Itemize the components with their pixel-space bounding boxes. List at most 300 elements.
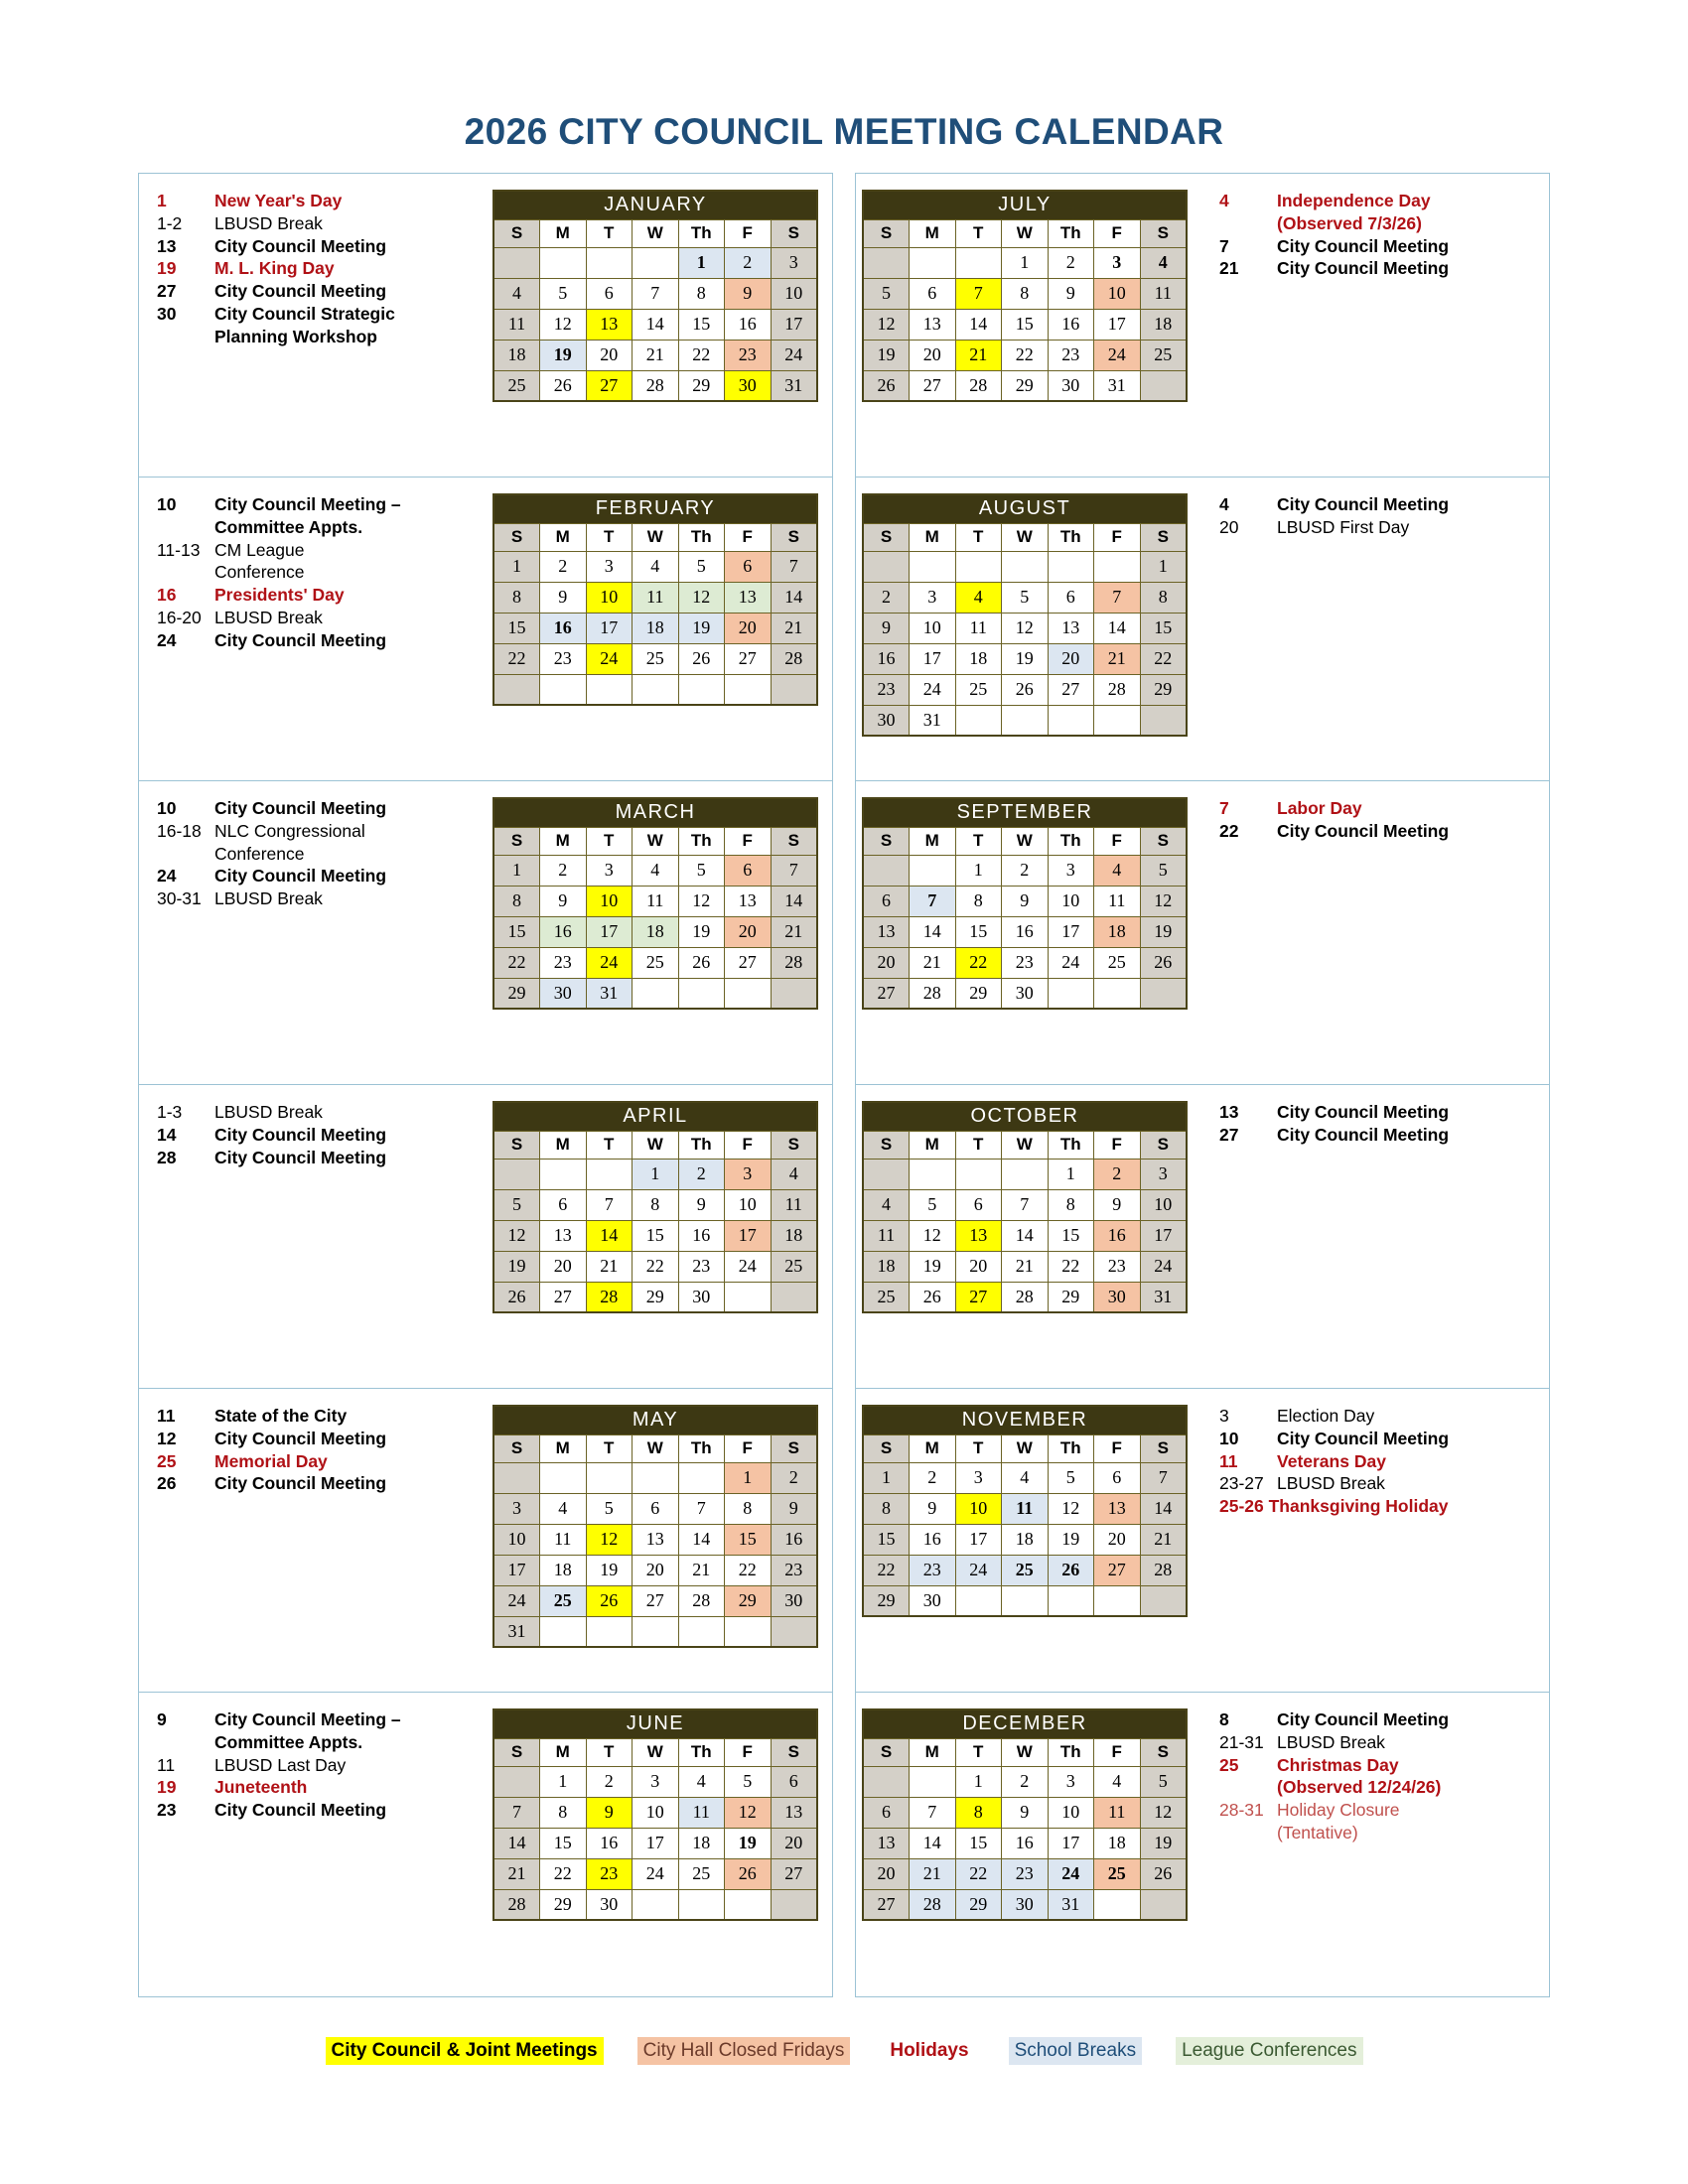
calendar-day[interactable]: 7 [1002, 1189, 1049, 1220]
calendar-day[interactable]: 24 [586, 947, 633, 978]
calendar-day[interactable]: 1 [678, 247, 725, 278]
calendar-day[interactable]: 8 [1048, 1189, 1094, 1220]
calendar-day[interactable]: 19 [678, 916, 725, 947]
calendar-day[interactable]: 5 [678, 855, 725, 886]
calendar-day[interactable]: 8 [863, 1493, 910, 1524]
calendar-day[interactable]: 14 [955, 309, 1002, 340]
calendar-day[interactable]: 13 [725, 582, 772, 613]
calendar-day[interactable]: 30 [725, 370, 772, 401]
calendar-day[interactable]: 14 [633, 309, 679, 340]
calendar-day[interactable]: 13 [863, 916, 910, 947]
calendar-day[interactable]: 1 [1002, 247, 1049, 278]
calendar-day[interactable]: 27 [910, 370, 956, 401]
calendar-day[interactable]: 13 [910, 309, 956, 340]
calendar-day[interactable]: 23 [725, 340, 772, 370]
calendar-day[interactable]: 18 [678, 1828, 725, 1858]
calendar-day[interactable]: 27 [1094, 1555, 1141, 1585]
calendar-day[interactable]: 6 [633, 1493, 679, 1524]
calendar-day[interactable]: 10 [1048, 1797, 1094, 1828]
calendar-day[interactable]: 3 [586, 855, 633, 886]
calendar-day[interactable]: 10 [910, 613, 956, 643]
calendar-day[interactable]: 14 [1002, 1220, 1049, 1251]
calendar-day[interactable]: 15 [678, 309, 725, 340]
calendar-day[interactable]: 23 [540, 643, 587, 674]
calendar-day[interactable]: 19 [540, 340, 587, 370]
calendar-day[interactable]: 12 [1002, 613, 1049, 643]
calendar-day[interactable]: 11 [771, 1189, 817, 1220]
calendar-day[interactable]: 20 [540, 1251, 587, 1282]
calendar-day[interactable]: 15 [725, 1524, 772, 1555]
calendar-day[interactable]: 25 [863, 1282, 910, 1312]
calendar-day[interactable]: 26 [1140, 947, 1187, 978]
calendar-day[interactable]: 1 [633, 1159, 679, 1189]
calendar-day[interactable]: 2 [1002, 855, 1049, 886]
calendar-day[interactable]: 27 [586, 370, 633, 401]
calendar-day[interactable]: 4 [1002, 1462, 1049, 1493]
calendar-day[interactable]: 28 [910, 1889, 956, 1920]
calendar-day[interactable]: 13 [540, 1220, 587, 1251]
calendar-day[interactable]: 8 [493, 886, 540, 916]
calendar-day[interactable]: 4 [863, 1189, 910, 1220]
calendar-day[interactable]: 21 [1140, 1524, 1187, 1555]
calendar-day[interactable]: 2 [910, 1462, 956, 1493]
calendar-day[interactable]: 31 [1140, 1282, 1187, 1312]
calendar-day[interactable]: 2 [1048, 247, 1094, 278]
calendar-day[interactable]: 15 [633, 1220, 679, 1251]
calendar-day[interactable]: 16 [1048, 309, 1094, 340]
calendar-day[interactable]: 8 [955, 886, 1002, 916]
calendar-day[interactable]: 18 [633, 613, 679, 643]
calendar-day[interactable]: 5 [1140, 1766, 1187, 1797]
calendar-day[interactable]: 18 [1002, 1524, 1049, 1555]
calendar-day[interactable]: 5 [1002, 582, 1049, 613]
calendar-day[interactable]: 6 [955, 1189, 1002, 1220]
calendar-day[interactable]: 6 [1048, 582, 1094, 613]
calendar-day[interactable]: 4 [493, 278, 540, 309]
calendar-day[interactable]: 6 [725, 855, 772, 886]
calendar-day[interactable]: 16 [540, 613, 587, 643]
calendar-day[interactable]: 25 [540, 1585, 587, 1616]
calendar-day[interactable]: 30 [1048, 370, 1094, 401]
calendar-day[interactable]: 18 [1094, 916, 1141, 947]
calendar-day[interactable]: 13 [863, 1828, 910, 1858]
calendar-day[interactable]: 20 [586, 340, 633, 370]
calendar-day[interactable]: 3 [493, 1493, 540, 1524]
calendar-day[interactable]: 8 [1002, 278, 1049, 309]
calendar-day[interactable]: 22 [1140, 643, 1187, 674]
calendar-day[interactable]: 10 [771, 278, 817, 309]
calendar-day[interactable]: 11 [1094, 1797, 1141, 1828]
calendar-day[interactable]: 3 [633, 1766, 679, 1797]
calendar-day[interactable]: 3 [1048, 855, 1094, 886]
calendar-day[interactable]: 24 [1048, 1858, 1094, 1889]
calendar-day[interactable]: 27 [771, 1858, 817, 1889]
calendar-day[interactable]: 12 [725, 1797, 772, 1828]
calendar-day[interactable]: 24 [771, 340, 817, 370]
calendar-day[interactable]: 23 [540, 947, 587, 978]
calendar-day[interactable]: 1 [725, 1462, 772, 1493]
calendar-day[interactable]: 4 [633, 551, 679, 582]
calendar-day[interactable]: 29 [863, 1585, 910, 1616]
calendar-day[interactable]: 17 [586, 613, 633, 643]
calendar-day[interactable]: 8 [678, 278, 725, 309]
calendar-day[interactable]: 22 [633, 1251, 679, 1282]
calendar-day[interactable]: 8 [633, 1189, 679, 1220]
calendar-day[interactable]: 7 [633, 278, 679, 309]
calendar-day[interactable]: 15 [1002, 309, 1049, 340]
calendar-day[interactable]: 16 [1002, 1828, 1049, 1858]
calendar-day[interactable]: 13 [1048, 613, 1094, 643]
calendar-day[interactable]: 5 [910, 1189, 956, 1220]
calendar-day[interactable]: 17 [1048, 1828, 1094, 1858]
calendar-day[interactable]: 15 [955, 916, 1002, 947]
calendar-day[interactable]: 14 [586, 1220, 633, 1251]
calendar-day[interactable]: 29 [1002, 370, 1049, 401]
calendar-day[interactable]: 17 [1048, 916, 1094, 947]
calendar-day[interactable]: 28 [493, 1889, 540, 1920]
calendar-day[interactable]: 5 [586, 1493, 633, 1524]
calendar-day[interactable]: 14 [678, 1524, 725, 1555]
calendar-day[interactable]: 24 [633, 1858, 679, 1889]
calendar-day[interactable]: 8 [493, 582, 540, 613]
calendar-day[interactable]: 15 [493, 613, 540, 643]
calendar-day[interactable]: 4 [1140, 247, 1187, 278]
calendar-day[interactable]: 7 [493, 1797, 540, 1828]
calendar-day[interactable]: 2 [540, 551, 587, 582]
calendar-day[interactable]: 3 [1140, 1159, 1187, 1189]
calendar-day[interactable]: 18 [633, 916, 679, 947]
calendar-day[interactable]: 29 [955, 1889, 1002, 1920]
calendar-day[interactable]: 9 [725, 278, 772, 309]
calendar-day[interactable]: 12 [540, 309, 587, 340]
calendar-day[interactable]: 7 [678, 1493, 725, 1524]
calendar-day[interactable]: 25 [1094, 1858, 1141, 1889]
calendar-day[interactable]: 17 [1094, 309, 1141, 340]
calendar-day[interactable]: 31 [771, 370, 817, 401]
calendar-day[interactable]: 6 [540, 1189, 587, 1220]
calendar-day[interactable]: 10 [1048, 886, 1094, 916]
calendar-day[interactable]: 21 [910, 1858, 956, 1889]
calendar-day[interactable]: 16 [725, 309, 772, 340]
calendar-day[interactable]: 24 [1094, 340, 1141, 370]
calendar-day[interactable]: 25 [955, 674, 1002, 705]
calendar-day[interactable]: 2 [771, 1462, 817, 1493]
calendar-day[interactable]: 9 [540, 582, 587, 613]
calendar-day[interactable]: 1 [863, 1462, 910, 1493]
calendar-day[interactable]: 22 [955, 1858, 1002, 1889]
calendar-day[interactable]: 23 [771, 1555, 817, 1585]
calendar-day[interactable]: 11 [633, 886, 679, 916]
calendar-day[interactable]: 11 [633, 582, 679, 613]
calendar-day[interactable]: 9 [678, 1189, 725, 1220]
calendar-day[interactable]: 24 [493, 1585, 540, 1616]
calendar-day[interactable]: 6 [771, 1766, 817, 1797]
calendar-day[interactable]: 22 [955, 947, 1002, 978]
calendar-day[interactable]: 8 [725, 1493, 772, 1524]
calendar-day[interactable]: 15 [863, 1524, 910, 1555]
calendar-day[interactable]: 12 [863, 309, 910, 340]
calendar-day[interactable]: 16 [863, 643, 910, 674]
calendar-day[interactable]: 18 [955, 643, 1002, 674]
calendar-day[interactable]: 26 [1002, 674, 1049, 705]
calendar-day[interactable]: 19 [1140, 916, 1187, 947]
calendar-day[interactable]: 11 [863, 1220, 910, 1251]
calendar-day[interactable]: 25 [1094, 947, 1141, 978]
calendar-day[interactable]: 13 [955, 1220, 1002, 1251]
calendar-day[interactable]: 24 [955, 1555, 1002, 1585]
calendar-day[interactable]: 27 [1048, 674, 1094, 705]
calendar-day[interactable]: 17 [1140, 1220, 1187, 1251]
calendar-day[interactable]: 5 [493, 1189, 540, 1220]
calendar-day[interactable]: 9 [910, 1493, 956, 1524]
calendar-day[interactable]: 9 [1002, 886, 1049, 916]
calendar-day[interactable]: 6 [1094, 1462, 1141, 1493]
calendar-day[interactable]: 25 [771, 1251, 817, 1282]
calendar-day[interactable]: 7 [1094, 582, 1141, 613]
calendar-day[interactable]: 12 [493, 1220, 540, 1251]
calendar-day[interactable]: 15 [1048, 1220, 1094, 1251]
calendar-day[interactable]: 15 [955, 1828, 1002, 1858]
calendar-day[interactable]: 1 [540, 1766, 587, 1797]
calendar-day[interactable]: 28 [910, 978, 956, 1009]
calendar-day[interactable]: 30 [1002, 1889, 1049, 1920]
calendar-day[interactable]: 30 [1094, 1282, 1141, 1312]
calendar-day[interactable]: 9 [1094, 1189, 1141, 1220]
calendar-day[interactable]: 28 [771, 947, 817, 978]
calendar-day[interactable]: 31 [493, 1616, 540, 1647]
calendar-day[interactable]: 29 [1048, 1282, 1094, 1312]
calendar-day[interactable]: 22 [1002, 340, 1049, 370]
calendar-day[interactable]: 24 [1048, 947, 1094, 978]
calendar-day[interactable]: 31 [910, 705, 956, 736]
calendar-day[interactable]: 22 [1048, 1251, 1094, 1282]
calendar-day[interactable]: 28 [586, 1282, 633, 1312]
calendar-day[interactable]: 14 [910, 1828, 956, 1858]
calendar-day[interactable]: 21 [910, 947, 956, 978]
calendar-day[interactable]: 6 [725, 551, 772, 582]
calendar-day[interactable]: 22 [863, 1555, 910, 1585]
calendar-day[interactable]: 18 [1094, 1828, 1141, 1858]
calendar-day[interactable]: 9 [771, 1493, 817, 1524]
calendar-day[interactable]: 12 [910, 1220, 956, 1251]
calendar-day[interactable]: 25 [678, 1858, 725, 1889]
calendar-day[interactable]: 10 [1094, 278, 1141, 309]
calendar-day[interactable]: 26 [863, 370, 910, 401]
calendar-day[interactable]: 2 [725, 247, 772, 278]
calendar-day[interactable]: 3 [955, 1462, 1002, 1493]
calendar-day[interactable]: 22 [540, 1858, 587, 1889]
calendar-day[interactable]: 1 [1140, 551, 1187, 582]
calendar-day[interactable]: 23 [1002, 1858, 1049, 1889]
calendar-day[interactable]: 19 [493, 1251, 540, 1282]
calendar-day[interactable]: 1 [493, 551, 540, 582]
calendar-day[interactable]: 18 [863, 1251, 910, 1282]
calendar-day[interactable]: 13 [586, 309, 633, 340]
calendar-day[interactable]: 5 [678, 551, 725, 582]
calendar-day[interactable]: 21 [586, 1251, 633, 1282]
calendar-day[interactable]: 5 [540, 278, 587, 309]
calendar-day[interactable]: 29 [633, 1282, 679, 1312]
calendar-day[interactable]: 8 [955, 1797, 1002, 1828]
calendar-day[interactable]: 9 [1002, 1797, 1049, 1828]
calendar-day[interactable]: 29 [540, 1889, 587, 1920]
calendar-day[interactable]: 7 [771, 551, 817, 582]
calendar-day[interactable]: 15 [540, 1828, 587, 1858]
calendar-day[interactable]: 14 [1094, 613, 1141, 643]
calendar-day[interactable]: 31 [1094, 370, 1141, 401]
calendar-day[interactable]: 10 [493, 1524, 540, 1555]
calendar-day[interactable]: 10 [1140, 1189, 1187, 1220]
calendar-day[interactable]: 27 [725, 643, 772, 674]
calendar-day[interactable]: 7 [910, 886, 956, 916]
calendar-day[interactable]: 29 [955, 978, 1002, 1009]
calendar-day[interactable]: 11 [678, 1797, 725, 1828]
calendar-day[interactable]: 11 [955, 613, 1002, 643]
calendar-day[interactable]: 22 [725, 1555, 772, 1585]
calendar-day[interactable]: 28 [633, 370, 679, 401]
calendar-day[interactable]: 5 [863, 278, 910, 309]
calendar-day[interactable]: 21 [493, 1858, 540, 1889]
calendar-day[interactable]: 11 [1002, 1493, 1049, 1524]
calendar-day[interactable]: 14 [910, 916, 956, 947]
calendar-day[interactable]: 5 [1048, 1462, 1094, 1493]
calendar-day[interactable]: 30 [1002, 978, 1049, 1009]
calendar-day[interactable]: 7 [586, 1189, 633, 1220]
calendar-day[interactable]: 19 [1140, 1828, 1187, 1858]
calendar-day[interactable]: 12 [586, 1524, 633, 1555]
calendar-day[interactable]: 1 [1048, 1159, 1094, 1189]
calendar-day[interactable]: 16 [1094, 1220, 1141, 1251]
calendar-day[interactable]: 19 [678, 613, 725, 643]
calendar-day[interactable]: 21 [1002, 1251, 1049, 1282]
calendar-day[interactable]: 26 [725, 1858, 772, 1889]
calendar-day[interactable]: 24 [1140, 1251, 1187, 1282]
calendar-day[interactable]: 25 [1140, 340, 1187, 370]
calendar-day[interactable]: 18 [540, 1555, 587, 1585]
calendar-day[interactable]: 27 [863, 978, 910, 1009]
calendar-day[interactable]: 19 [586, 1555, 633, 1585]
calendar-day[interactable]: 11 [493, 309, 540, 340]
calendar-day[interactable]: 2 [540, 855, 587, 886]
calendar-day[interactable]: 11 [1140, 278, 1187, 309]
calendar-day[interactable]: 18 [771, 1220, 817, 1251]
calendar-day[interactable]: 4 [633, 855, 679, 886]
calendar-day[interactable]: 3 [1048, 1766, 1094, 1797]
calendar-day[interactable]: 14 [771, 886, 817, 916]
calendar-day[interactable]: 20 [633, 1555, 679, 1585]
calendar-day[interactable]: 17 [586, 916, 633, 947]
calendar-day[interactable]: 25 [633, 947, 679, 978]
calendar-day[interactable]: 4 [771, 1159, 817, 1189]
calendar-day[interactable]: 26 [678, 643, 725, 674]
calendar-day[interactable]: 22 [493, 643, 540, 674]
calendar-day[interactable]: 13 [725, 886, 772, 916]
calendar-day[interactable]: 28 [955, 370, 1002, 401]
calendar-day[interactable]: 8 [1140, 582, 1187, 613]
calendar-day[interactable]: 1 [955, 1766, 1002, 1797]
calendar-day[interactable]: 2 [1002, 1766, 1049, 1797]
calendar-day[interactable]: 12 [1048, 1493, 1094, 1524]
calendar-day[interactable]: 20 [955, 1251, 1002, 1282]
calendar-day[interactable]: 23 [1002, 947, 1049, 978]
calendar-day[interactable]: 20 [725, 613, 772, 643]
calendar-day[interactable]: 29 [725, 1585, 772, 1616]
calendar-day[interactable]: 28 [1002, 1282, 1049, 1312]
calendar-day[interactable]: 6 [910, 278, 956, 309]
calendar-day[interactable]: 19 [1002, 643, 1049, 674]
calendar-day[interactable]: 16 [771, 1524, 817, 1555]
calendar-day[interactable]: 28 [1140, 1555, 1187, 1585]
calendar-day[interactable]: 3 [1094, 247, 1141, 278]
calendar-day[interactable]: 10 [633, 1797, 679, 1828]
calendar-day[interactable]: 14 [493, 1828, 540, 1858]
calendar-day[interactable]: 16 [678, 1220, 725, 1251]
calendar-day[interactable]: 26 [493, 1282, 540, 1312]
calendar-day[interactable]: 15 [1140, 613, 1187, 643]
calendar-day[interactable]: 10 [955, 1493, 1002, 1524]
calendar-day[interactable]: 19 [725, 1828, 772, 1858]
calendar-day[interactable]: 8 [540, 1797, 587, 1828]
calendar-day[interactable]: 19 [863, 340, 910, 370]
calendar-day[interactable]: 29 [678, 370, 725, 401]
calendar-day[interactable]: 26 [586, 1585, 633, 1616]
calendar-day[interactable]: 4 [678, 1766, 725, 1797]
calendar-day[interactable]: 3 [586, 551, 633, 582]
calendar-day[interactable]: 2 [678, 1159, 725, 1189]
calendar-day[interactable]: 1 [493, 855, 540, 886]
calendar-day[interactable]: 12 [1140, 886, 1187, 916]
calendar-day[interactable]: 4 [955, 582, 1002, 613]
calendar-day[interactable]: 23 [863, 674, 910, 705]
calendar-day[interactable]: 22 [678, 340, 725, 370]
calendar-day[interactable]: 5 [725, 1766, 772, 1797]
calendar-day[interactable]: 4 [1094, 1766, 1141, 1797]
calendar-day[interactable]: 7 [910, 1797, 956, 1828]
calendar-day[interactable]: 26 [1048, 1555, 1094, 1585]
calendar-day[interactable]: 20 [771, 1828, 817, 1858]
calendar-day[interactable]: 20 [725, 916, 772, 947]
calendar-day[interactable]: 23 [586, 1858, 633, 1889]
calendar-day[interactable]: 31 [1048, 1889, 1094, 1920]
calendar-day[interactable]: 17 [493, 1555, 540, 1585]
calendar-day[interactable]: 23 [1094, 1251, 1141, 1282]
calendar-day[interactable]: 7 [771, 855, 817, 886]
calendar-day[interactable]: 14 [1140, 1493, 1187, 1524]
calendar-day[interactable]: 4 [540, 1493, 587, 1524]
calendar-day[interactable]: 13 [633, 1524, 679, 1555]
calendar-day[interactable]: 17 [771, 309, 817, 340]
calendar-day[interactable]: 27 [633, 1585, 679, 1616]
calendar-day[interactable]: 27 [540, 1282, 587, 1312]
calendar-day[interactable]: 29 [493, 978, 540, 1009]
calendar-day[interactable]: 9 [540, 886, 587, 916]
calendar-day[interactable]: 30 [540, 978, 587, 1009]
calendar-day[interactable]: 6 [863, 1797, 910, 1828]
calendar-day[interactable]: 21 [955, 340, 1002, 370]
calendar-day[interactable]: 30 [586, 1889, 633, 1920]
calendar-day[interactable]: 30 [910, 1585, 956, 1616]
calendar-day[interactable]: 20 [1094, 1524, 1141, 1555]
calendar-day[interactable]: 28 [771, 643, 817, 674]
calendar-day[interactable]: 12 [678, 886, 725, 916]
calendar-day[interactable]: 20 [910, 340, 956, 370]
calendar-day[interactable]: 12 [678, 582, 725, 613]
calendar-day[interactable]: 6 [586, 278, 633, 309]
calendar-day[interactable]: 4 [1094, 855, 1141, 886]
calendar-day[interactable]: 3 [910, 582, 956, 613]
calendar-day[interactable]: 20 [863, 1858, 910, 1889]
calendar-day[interactable]: 21 [1094, 643, 1141, 674]
